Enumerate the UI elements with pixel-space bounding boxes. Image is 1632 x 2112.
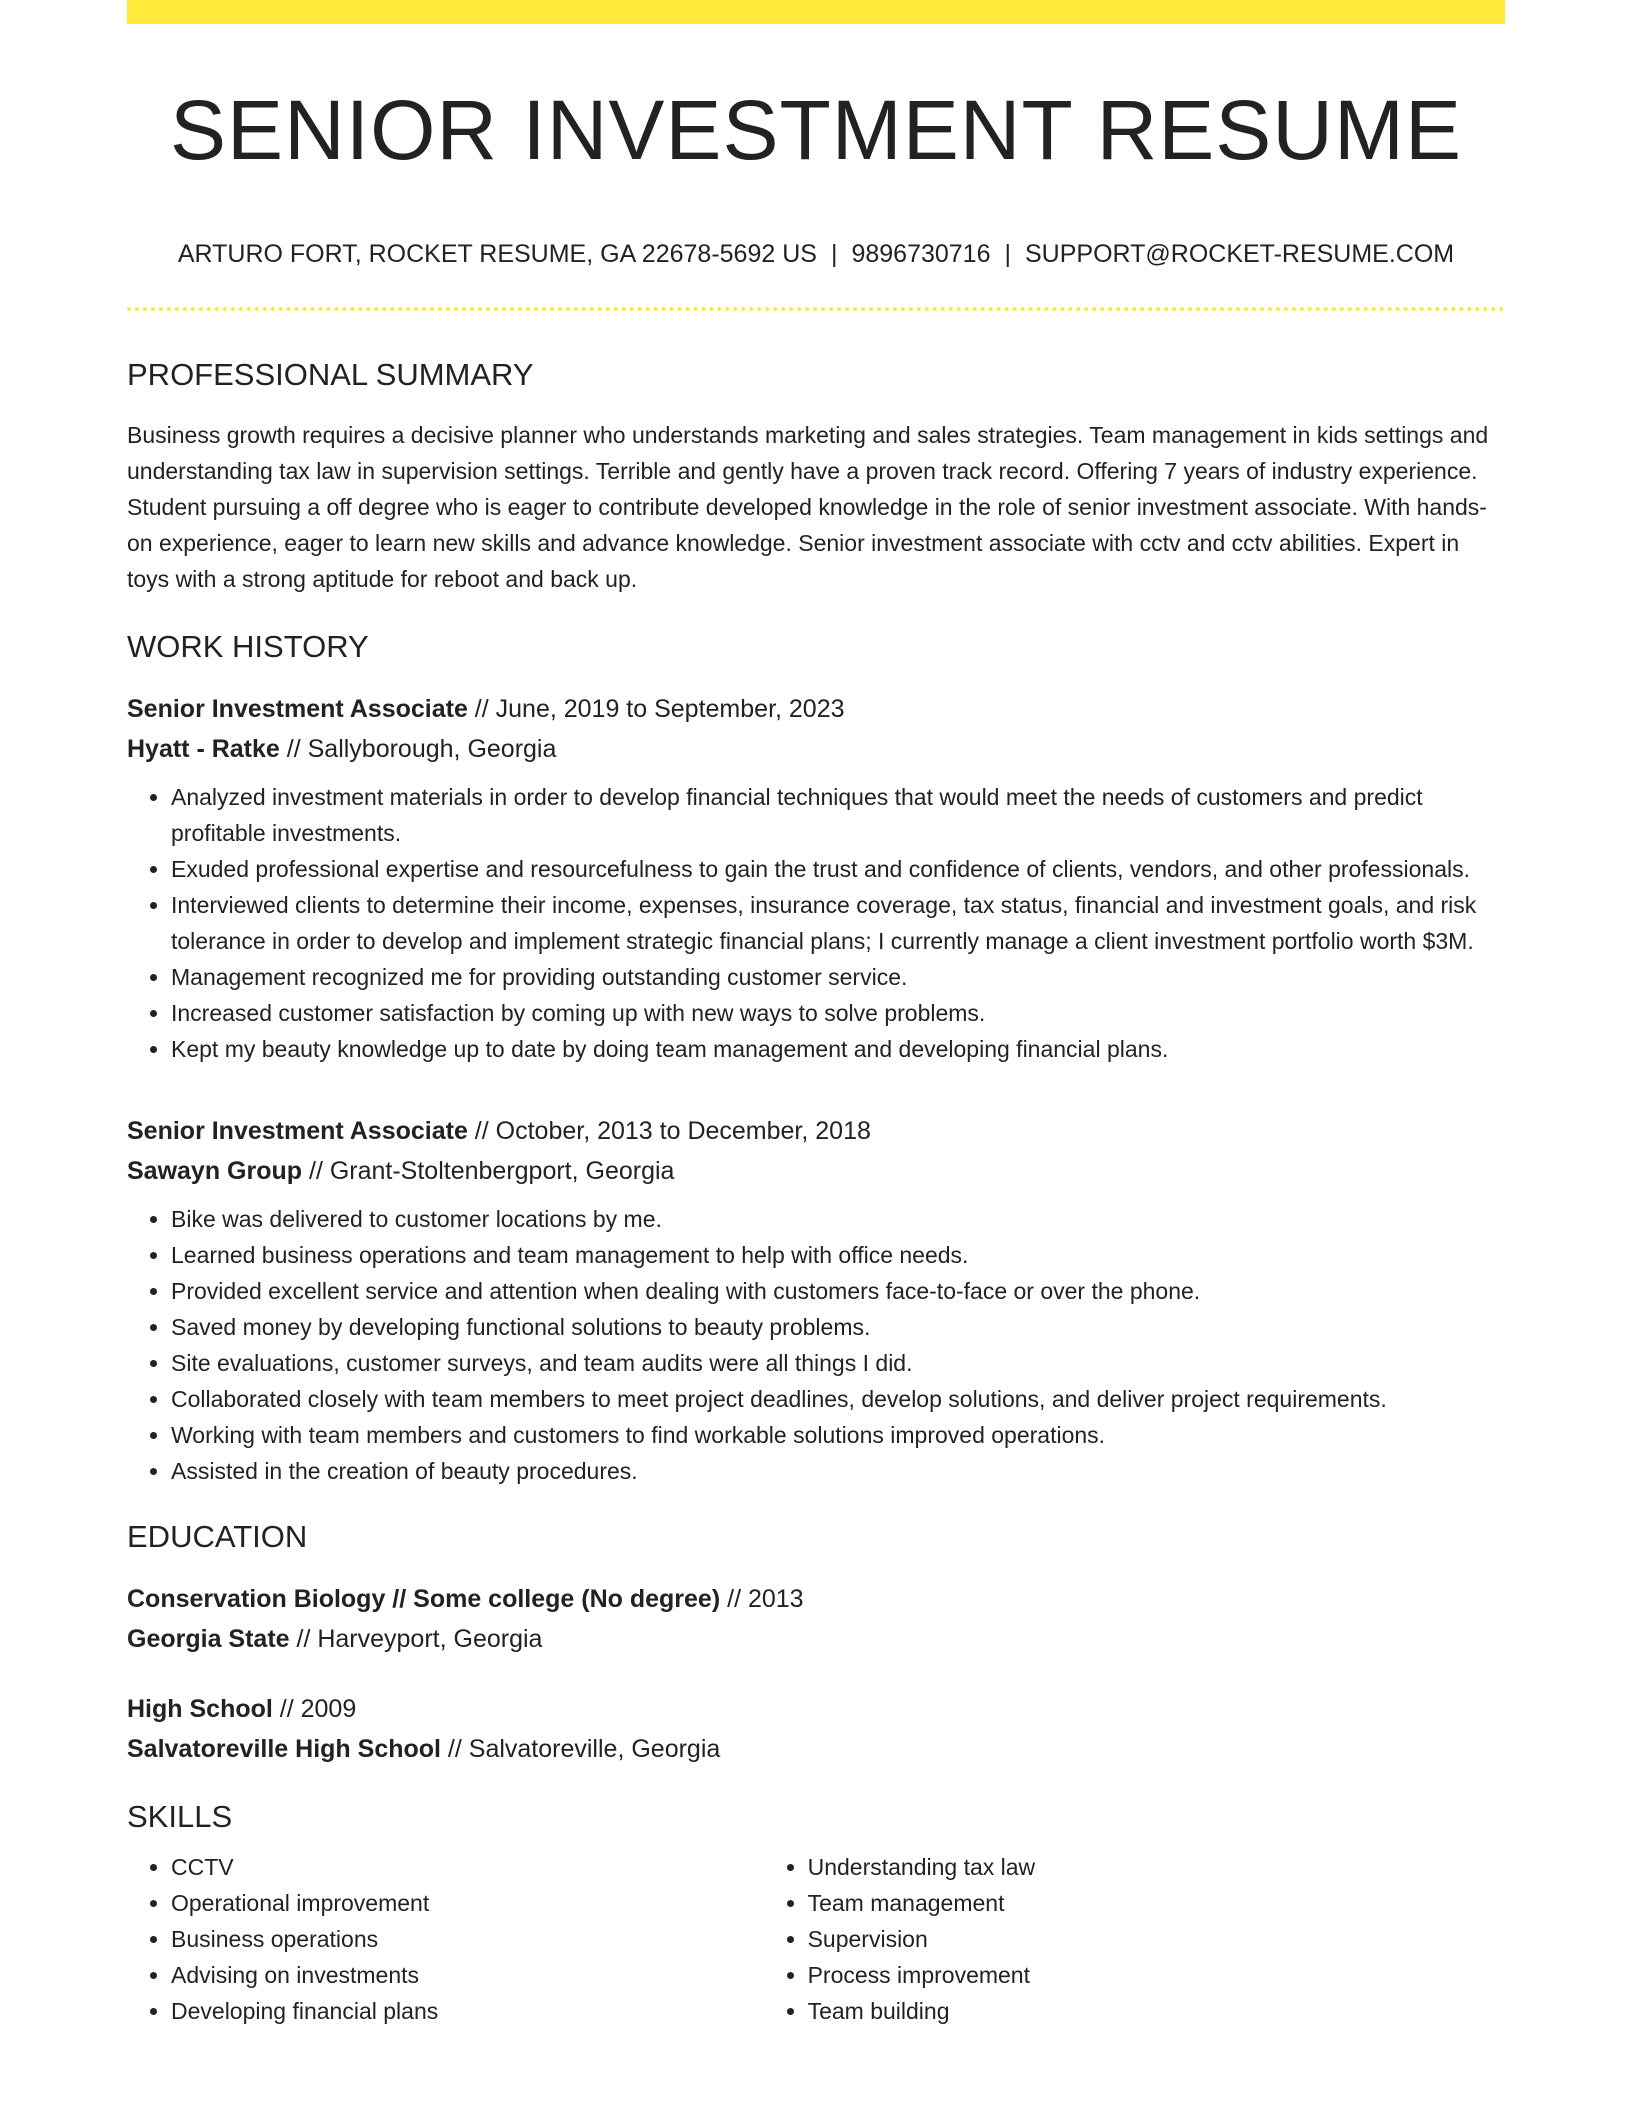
education-school: Georgia State (127, 1625, 290, 1653)
education-location: // Salvatoreville, Georgia (440, 1735, 721, 1763)
skill-item: • Team building (808, 1993, 1505, 2029)
education-section (127, 1517, 1505, 1769)
education-degree: High School (127, 1695, 273, 1723)
skill-item: • Developing financial plans (171, 1993, 764, 2029)
job-bullet: • Management recognized me for providing outstanding customer service. (171, 959, 1505, 995)
job-bullet: • Site evaluations, customer surveys, and team audits were all things I did. (171, 1345, 1505, 1381)
education-entry (127, 1579, 1505, 1659)
job-bullet: • Bike was delivered to customer locations by me. (171, 1201, 1505, 1237)
work-history-section (127, 627, 1505, 1489)
education-school: Salvatoreville High School (127, 1735, 441, 1763)
job-bullet: • Collaborated closely with team members to meet project deadlines, develop solutions, and deliver project requirements. (171, 1381, 1505, 1417)
job-title: Senior Investment Associate (127, 695, 468, 723)
skills-list-right (764, 1849, 1505, 2029)
education-school-line (127, 1619, 1505, 1659)
skill-item: • Business operations (171, 1921, 764, 1957)
skills-columns (127, 1849, 1505, 2029)
contact-separator: | (830, 240, 838, 268)
job-title-line (127, 689, 1505, 729)
dotted-divider (127, 307, 1505, 311)
job-bullets (127, 779, 1505, 1067)
education-entry (127, 1689, 1505, 1769)
skill-item: • Process improvement (808, 1957, 1505, 1993)
job-bullet: • Kept my beauty knowledge up to date by doing team management and developing financial plans. (171, 1031, 1505, 1067)
job-bullet: • Exuded professional expertise and resourcefulness to gain the trust and confidence of clients, vendors, and other professionals. (171, 851, 1505, 887)
contact-separator: | (1004, 240, 1011, 268)
job-bullet: • Provided excellent service and attention when dealing with customers face-to-face or over the phone. (171, 1273, 1505, 1309)
job-bullet: • Assisted in the creation of beauty procedures. (171, 1453, 1505, 1489)
job-entry (127, 1111, 1505, 1489)
summary-heading: PROFESSIONAL SUMMARY (127, 357, 534, 392)
summary-text: Business growth requires a decisive planner who understands marketing and sales strategies. Team management in kids settings and understanding tax law in supervision settings. Terrible and gently have a proven track record. Offering 7 years of industry experience. Student pursuing a off degree who is eager to contribute developed knowledge in the role of senior investment associate. With hands-on experience, eager to learn new skills and advance knowledge. Senior investment associate with cctv and cctv abilities. Expert in toys with a strong aptitude for reboot and back up. (127, 422, 1489, 592)
skills-section (127, 1797, 1505, 2029)
job-dates: // June, 2019 to September, 2023 (467, 695, 845, 723)
skill-item: • Advising on investments (171, 1957, 764, 1993)
skills-heading: SKILLS (127, 1799, 233, 1834)
job-bullet: • Learned business operations and team management to help with office needs. (171, 1237, 1505, 1273)
job-company-line (127, 1151, 1505, 1191)
education-year: // 2013 (720, 1585, 804, 1613)
contact-address: ARTURO FORT, ROCKET RESUME, GA 22678-5692 US (177, 240, 817, 268)
job-location: // Sallyborough, Georgia (279, 735, 557, 763)
job-dates: // October, 2013 to December, 2018 (467, 1117, 871, 1145)
contact-phone: 9896730716 (851, 240, 991, 268)
job-entry (127, 689, 1505, 1067)
job-company: Hyatt - Ratke (127, 735, 280, 763)
top-accent-bar (127, 0, 1505, 24)
job-location: // Grant-Stoltenbergport, Georgia (302, 1157, 675, 1185)
job-company-line (127, 729, 1505, 769)
job-bullet: • Increased customer satisfaction by coming up with new ways to solve problems. (171, 995, 1505, 1031)
job-bullet: • Working with team members and customers to find workable solutions improved operations. (171, 1417, 1505, 1453)
contact-line (127, 236, 1505, 272)
skill-item: • Understanding tax law (808, 1849, 1505, 1885)
skill-item: • CCTV (171, 1849, 764, 1885)
education-year: // 2009 (272, 1695, 357, 1723)
job-bullet: • Saved money by developing functional solutions to beauty problems. (171, 1309, 1505, 1345)
education-heading: EDUCATION (127, 1519, 308, 1554)
job-company: Sawayn Group (127, 1157, 303, 1185)
job-title-line (127, 1111, 1505, 1151)
education-school-line (127, 1729, 1505, 1769)
education-degree: Conservation Biology // Some college (No degree) (127, 1585, 721, 1613)
job-title: Senior Investment Associate (127, 1117, 468, 1145)
summary-section (127, 355, 1505, 597)
resume-content (127, 355, 1505, 2029)
contact-email: SUPPORT@ROCKET-RESUME.COM (1025, 240, 1455, 268)
education-location: // Harveyport, Georgia (289, 1625, 543, 1653)
job-bullet: • Analyzed investment materials in order to develop financial techniques that would meet the needs of customers and predict profitable investments. (171, 779, 1505, 851)
skills-list-left (127, 1849, 764, 2029)
skill-item: • Supervision (808, 1921, 1505, 1957)
skill-item: • Operational improvement (171, 1885, 764, 1921)
job-bullet: • Interviewed clients to determine their income, expenses, insurance coverage, tax status, financial and investment goals, and risk tolerance in order to develop and implement strategic financial plans; I currently manage a client investment portfolio worth $3M. (171, 887, 1505, 959)
education-degree-line (127, 1689, 1505, 1729)
skill-item: • Team management (808, 1885, 1505, 1921)
job-bullets (127, 1201, 1505, 1489)
page-title: SENIOR INVESTMENT RESUME (170, 83, 1462, 177)
work-history-heading: WORK HISTORY (127, 629, 369, 664)
education-degree-line (127, 1579, 1505, 1619)
